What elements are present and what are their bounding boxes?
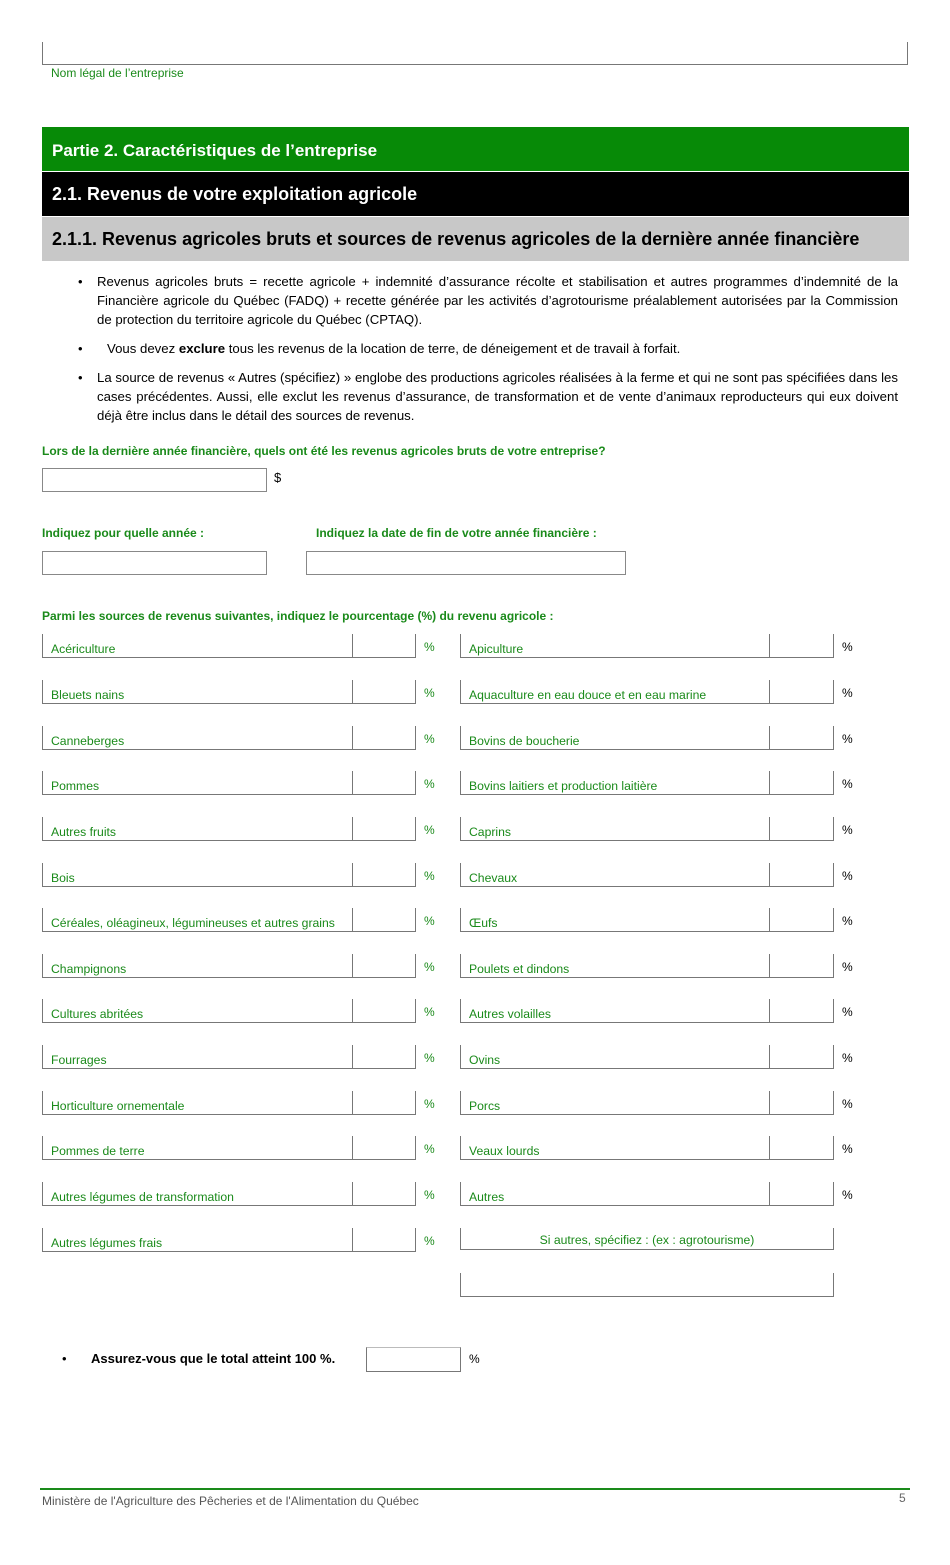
source-percent-input[interactable] (352, 1136, 416, 1160)
instruction-emphasis: exclure (178, 341, 226, 356)
percent-sign: % (842, 1188, 853, 1202)
source-percent-input[interactable] (352, 634, 416, 658)
source-label: Pommes de terre (42, 1136, 353, 1160)
source-label: Autres (460, 1182, 770, 1206)
percent-sign: % (424, 1051, 435, 1065)
legal-name-label: Nom légal de l’entreprise (51, 66, 184, 80)
source-percent-input[interactable] (769, 680, 834, 704)
instructions-list (78, 272, 898, 425)
percent-sign: % (424, 1005, 435, 1019)
percent-sign: % (842, 1005, 853, 1019)
percent-sign: % (424, 640, 435, 654)
source-label: Champignons (42, 954, 353, 978)
source-percent-input[interactable] (769, 771, 834, 795)
source-label: Horticulture ornementale (42, 1091, 353, 1115)
source-label: Autres fruits (42, 817, 353, 841)
source-percent-input[interactable] (352, 1182, 416, 1206)
percent-sign: % (424, 1142, 435, 1156)
total-percent-input[interactable] (366, 1347, 461, 1372)
instruction-text: tous les revenus de la location de terre, de déneigement et de travail à forfait. (228, 341, 681, 356)
percent-sign: % (842, 869, 853, 883)
percent-sign: % (424, 777, 435, 791)
source-percent-input[interactable] (769, 634, 834, 658)
percent-sign: % (424, 914, 435, 928)
source-percent-input[interactable] (769, 726, 834, 750)
percent-sign: % (424, 960, 435, 974)
percent-sign: % (842, 777, 853, 791)
source-percent-input[interactable] (769, 817, 834, 841)
source-percent-input[interactable] (769, 999, 834, 1023)
source-label: Cultures abritées (42, 999, 353, 1023)
percent-sign: % (842, 823, 853, 837)
instruction-item (78, 339, 898, 358)
source-percent-input[interactable] (769, 1136, 834, 1160)
specify-others-input[interactable] (460, 1273, 834, 1297)
percent-sign: % (842, 1051, 853, 1065)
instruction-item: • Revenus agricoles bruts = recette agricole + indemnité d’assurance récolte et stabilisation et autres programmes d’indemnité de la Financière agricole du Québec (FADQ) + recette générée par les activités d’agrotourisme préalablement autorisées par la Commission de protection du territoire agricole du Québec (CPTAQ). (78, 272, 898, 329)
source-label: Pommes (42, 771, 353, 795)
source-label: Œufs (460, 908, 770, 932)
source-percent-input[interactable] (352, 954, 416, 978)
instruction-text: Vous devez (107, 341, 176, 356)
source-percent-input[interactable] (769, 863, 834, 887)
source-label: Autres légumes de transformation (42, 1182, 353, 1206)
source-percent-input[interactable] (352, 771, 416, 795)
source-label: Autres légumes frais (42, 1228, 353, 1252)
gross-revenue-question: Lors de la dernière année financière, quels ont été les revenus agricoles bruts de votre entreprise? (42, 444, 606, 458)
source-label: Bovins laitiers et production laitière (460, 771, 770, 795)
source-label: Aquaculture en eau douce et en eau marine (460, 680, 770, 704)
source-label: Céréales, oléagineux, légumineuses et autres grains (42, 908, 353, 932)
gross-revenue-input[interactable] (42, 468, 267, 492)
percent-sign: % (424, 823, 435, 837)
source-label: Apiculture (460, 634, 770, 658)
percent-sign: % (424, 1234, 435, 1248)
source-label: Bois (42, 863, 353, 887)
subsection-header: 2.1.1. Revenus agricoles bruts et sources de revenus agricoles de la dernière année financière (42, 217, 909, 261)
source-percent-input[interactable] (769, 1182, 834, 1206)
specify-others-label: Si autres, spécifiez : (ex : agrotourisme) (460, 1228, 834, 1250)
footer-ministry: Ministère de l'Agriculture des Pêcheries et de l'Alimentation du Québec (42, 1494, 419, 1508)
source-percent-input[interactable] (352, 1228, 416, 1252)
total-reminder: Assurez-vous que le total atteint 100 %. (91, 1351, 336, 1366)
year-input[interactable] (42, 551, 267, 575)
source-percent-input[interactable] (352, 1045, 416, 1069)
page-number: 5 (899, 1491, 906, 1505)
source-percent-input[interactable] (352, 999, 416, 1023)
instruction-item: • La source de revenus « Autres (spécifiez) » englobe des productions agricoles réalisées à la ferme et qui ne sont pas spécifiées dans les cases précédentes. Aussi, elle exclut les revenus d’assurance, de transformation et de vente d’animaux reproducteurs qui eux doivent déjà être inclus dans le détail des sources de revenus. (78, 368, 898, 425)
source-label: Canneberges (42, 726, 353, 750)
source-label: Bovins de boucherie (460, 726, 770, 750)
legal-name-input[interactable] (42, 42, 908, 65)
source-percent-input[interactable] (769, 954, 834, 978)
source-percent-input[interactable] (352, 680, 416, 704)
end-date-question: Indiquez la date de fin de votre année financière : (316, 526, 597, 540)
percent-sign: % (842, 1097, 853, 1111)
percent-sign: % (424, 732, 435, 746)
source-label: Acériculture (42, 634, 353, 658)
percent-sign: % (424, 1188, 435, 1202)
percent-sign: % (842, 914, 853, 928)
source-label: Veaux lourds (460, 1136, 770, 1160)
percent-sign: % (842, 686, 853, 700)
currency-symbol: $ (274, 470, 282, 485)
percent-sign: % (842, 960, 853, 974)
source-label: Poulets et dindons (460, 954, 770, 978)
source-label: Fourrages (42, 1045, 353, 1069)
source-label: Autres volailles (460, 999, 770, 1023)
source-label: Bleuets nains (42, 680, 353, 704)
source-percent-input[interactable] (352, 863, 416, 887)
source-label: Ovins (460, 1045, 770, 1069)
percent-sign: % (842, 1142, 853, 1156)
percent-sign: % (469, 1352, 480, 1366)
section-header: 2.1. Revenus de votre exploitation agricole (42, 172, 909, 216)
source-percent-input[interactable] (352, 1091, 416, 1115)
source-percent-input[interactable] (352, 817, 416, 841)
percent-sign: % (424, 1097, 435, 1111)
source-percent-input[interactable] (352, 726, 416, 750)
percent-sign: % (842, 640, 853, 654)
percent-sign: % (842, 732, 853, 746)
source-percent-input[interactable] (769, 908, 834, 932)
source-label: Chevaux (460, 863, 770, 887)
source-percent-input[interactable] (769, 1045, 834, 1069)
source-label: Caprins (460, 817, 770, 841)
year-question: Indiquez pour quelle année : (42, 526, 205, 540)
percent-sign: % (424, 869, 435, 883)
end-date-input[interactable] (306, 551, 626, 575)
percent-sign: % (424, 686, 435, 700)
bullet-icon: • (62, 1351, 67, 1366)
footer-divider (40, 1488, 910, 1490)
source-percent-input[interactable] (352, 908, 416, 932)
source-label: Porcs (460, 1091, 770, 1115)
source-percent-input[interactable] (769, 1091, 834, 1115)
part-header: Partie 2. Caractéristiques de l’entreprise (42, 127, 909, 171)
sources-question: Parmi les sources de revenus suivantes, indiquez le pourcentage (%) du revenu agricole : (42, 609, 554, 623)
